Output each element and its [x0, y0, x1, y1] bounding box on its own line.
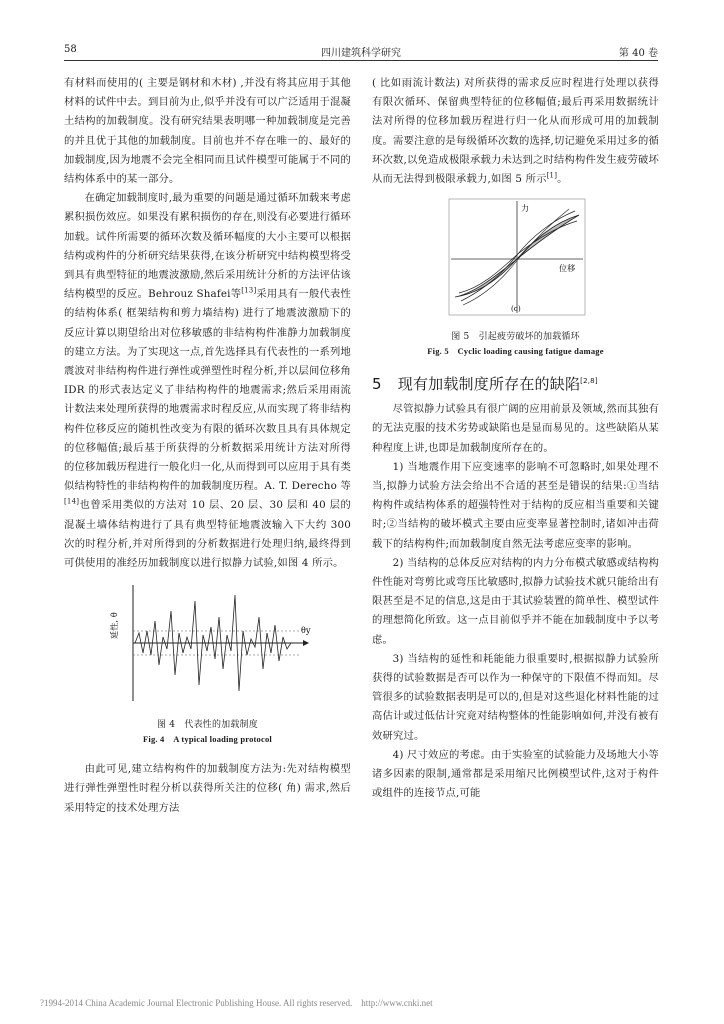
- paragraph: 尽管拟静力试验具有很广阔的应用前景及领域,然而其独有的无法克服的技术劣势或缺陷也是显而易见的。这些缺陷从某种程度上讲,也即是加载制度所存在的。: [372, 403, 659, 454]
- figure-5: [372, 197, 659, 358]
- section-title: 现有加载制度所存在的缺陷: [397, 375, 581, 394]
- citation: [2,8]: [580, 377, 598, 386]
- figure-caption-zh: 图 5 引起疲劳破坏的加载循环: [451, 332, 580, 343]
- force-axis-label: 力: [520, 204, 529, 214]
- figure-4: [64, 581, 351, 746]
- x-axis-label: θy: [300, 626, 311, 636]
- paragraph: 有材料而使用的( 主要是钢材和木材) ,并没有将其应用于其他材料的试件中去。到目前为止,似乎并没有可以广泛适用于混凝土结构的加载制度。没有研究结果表明哪一种加载制度是完善的并且优于其他的加载制度。目前也并不存在唯一的、最好的加载制度,因为地震不会完全相同而且试件模型可能属于不同的结构体系中的某一部分。: [64, 77, 351, 186]
- paragraph: 1) 当地震作用下应变速率的影响不可忽略时,如果处理不当,拟静力试验方法会给出不合适的甚至是错误的结果:①当结构构件或结构体系的超强特性对于结构的反应相当重要和关键时;②当结构的破坏模式主要由应变率显著控制时,诸如冲击荷载下的结构构件;而加载制度自然无法考虑应变率的影响。: [372, 460, 659, 550]
- hysteresis-plot: [441, 197, 591, 319]
- loading-protocol-plot: [103, 581, 313, 705]
- y-axis-label: 延性, θ: [109, 612, 119, 640]
- paragraph: 3) 当结构的延性和耗能能力很重要时,根据拟静力试验所获得的试验数据是否可以作为一种保守的下限值不得而知。尽管很多的试验数据表明是可以的,但是对这些退化材料性能的过高估计或过低估计究竟对结构整体的性能影响如何,并没有被有效研究过。: [372, 652, 659, 742]
- section-heading: [372, 372, 659, 396]
- subfigure-label: (c): [510, 305, 521, 314]
- figure-caption-en: Fig. 4 A typical loading protocol: [143, 734, 272, 745]
- citation: [13]: [241, 286, 257, 295]
- disp-axis-label: 位移: [558, 264, 575, 274]
- journal-name: 四川建筑科学研究: [321, 48, 401, 59]
- paragraph: 4) 尺寸效应的考虑。由于实验室的试验能力及场地大小等诸多因素的限制,通常都是采用缩尺比例模型试件,这对于构件或组件的连接节点,可能: [372, 748, 659, 800]
- paragraph: 由此可见,建立结构构件的加载制度方法为:先对结构模型进行弹性弹塑性时程分析以获得所关注的位移( 角) 需求,然后采用特定的技术处理方法: [64, 763, 351, 814]
- figure-caption-zh: 图 4 代表性的加载制度: [157, 720, 258, 731]
- paragraph: ( 比如雨流计数法) 对所获得的需求反应时程进行处理以获得有限次循环、保留典型特征的位移幅值;最后再采用数据统计法对所得的位移加载历程进行归一化从而形成可用的加载制度。需要注意的是每级循环次数的选择,切记避免采用过多的循环次数,以免造成极限承载力未达到之时结构构件发生疲劳破坏从而无法得到极限承载力,如图 5 所示[1]。: [372, 77, 659, 186]
- citation: [1]: [546, 171, 558, 180]
- running-header: [64, 42, 658, 61]
- section-number: 5: [372, 375, 382, 394]
- citation: [14]: [64, 498, 80, 507]
- paragraph: 2) 当结构的总体反应对结构的内力分布模式敏感或结构构件性能对弯剪比或弯压比敏感时,拟静力试验技术就只能给出有限甚至是不足的信息,这是由于其试验装置的简单性、模型试件的理想简化所致。这一点目前似乎并不能在加载制度中予以考虑。: [372, 556, 659, 646]
- left-column: [64, 74, 351, 818]
- paragraph: 在确定加载制度时,最为重要的问题是通过循环加载来考虑累积损伤效应。如果没有累积损伤的存在,则没有必要进行循环加载。试件所需要的循环次数及循环幅度的大小主要可以根据结构或构件的分析研究结果获得,在该分析研究中结构模型将受到具有典型特征的地震波激励,然后采用统计分析的方法评估该结构模型的反应。Behrouz Shafei等[13]采用具有一般代表性的结构体系( 框架结构和剪力墙结构) 进行了地震波激励下的反应计算以期望给出对位移敏感的非结构构件准静力加载制度的建立方法。为了实现这一点,首先选择具有代表性的一系列地震波对非结构构件进行弹性或弹塑性时程分析,并以层间位移角 IDR 的形式表达定义了非结构构件的地震需求;然后采用雨流计数法来处理所获得的地震需求时程反应,从而实现了将非结构构件位移反应的随机性改变为有限的循环次数且具有具体规定的位移幅值;最后基于所获得的分析数据采用统计方法对所得的位移加载历程进行一般化归一化,从而得到可以应用于具有类似结构特性的非结构构件的加载制度历程。A. T. Derecho 等[14]也曾采用类似的方法对 10 层、20 层、30 层和 40 层的混凝土墙体结构进行了具有典型特征地震波输入下大约 300 次的时程分析,并对所得到的分析数据进行处理归纳,最终得到可供使用的准经历加载制度以进行拟静力试验,如图 4 所示。: [64, 192, 351, 570]
- copyright-footer: ?1994-2014 China Academic Journal Electronic Publishing House. All rights reserved. http://www.cnki.net: [40, 998, 433, 1008]
- right-column: [372, 74, 659, 803]
- page-number: 58: [64, 44, 77, 55]
- volume-label: 第 40 卷: [618, 48, 658, 59]
- figure-caption-en: Fig. 5 Cyclic loading causing fatigue damage: [427, 346, 604, 357]
